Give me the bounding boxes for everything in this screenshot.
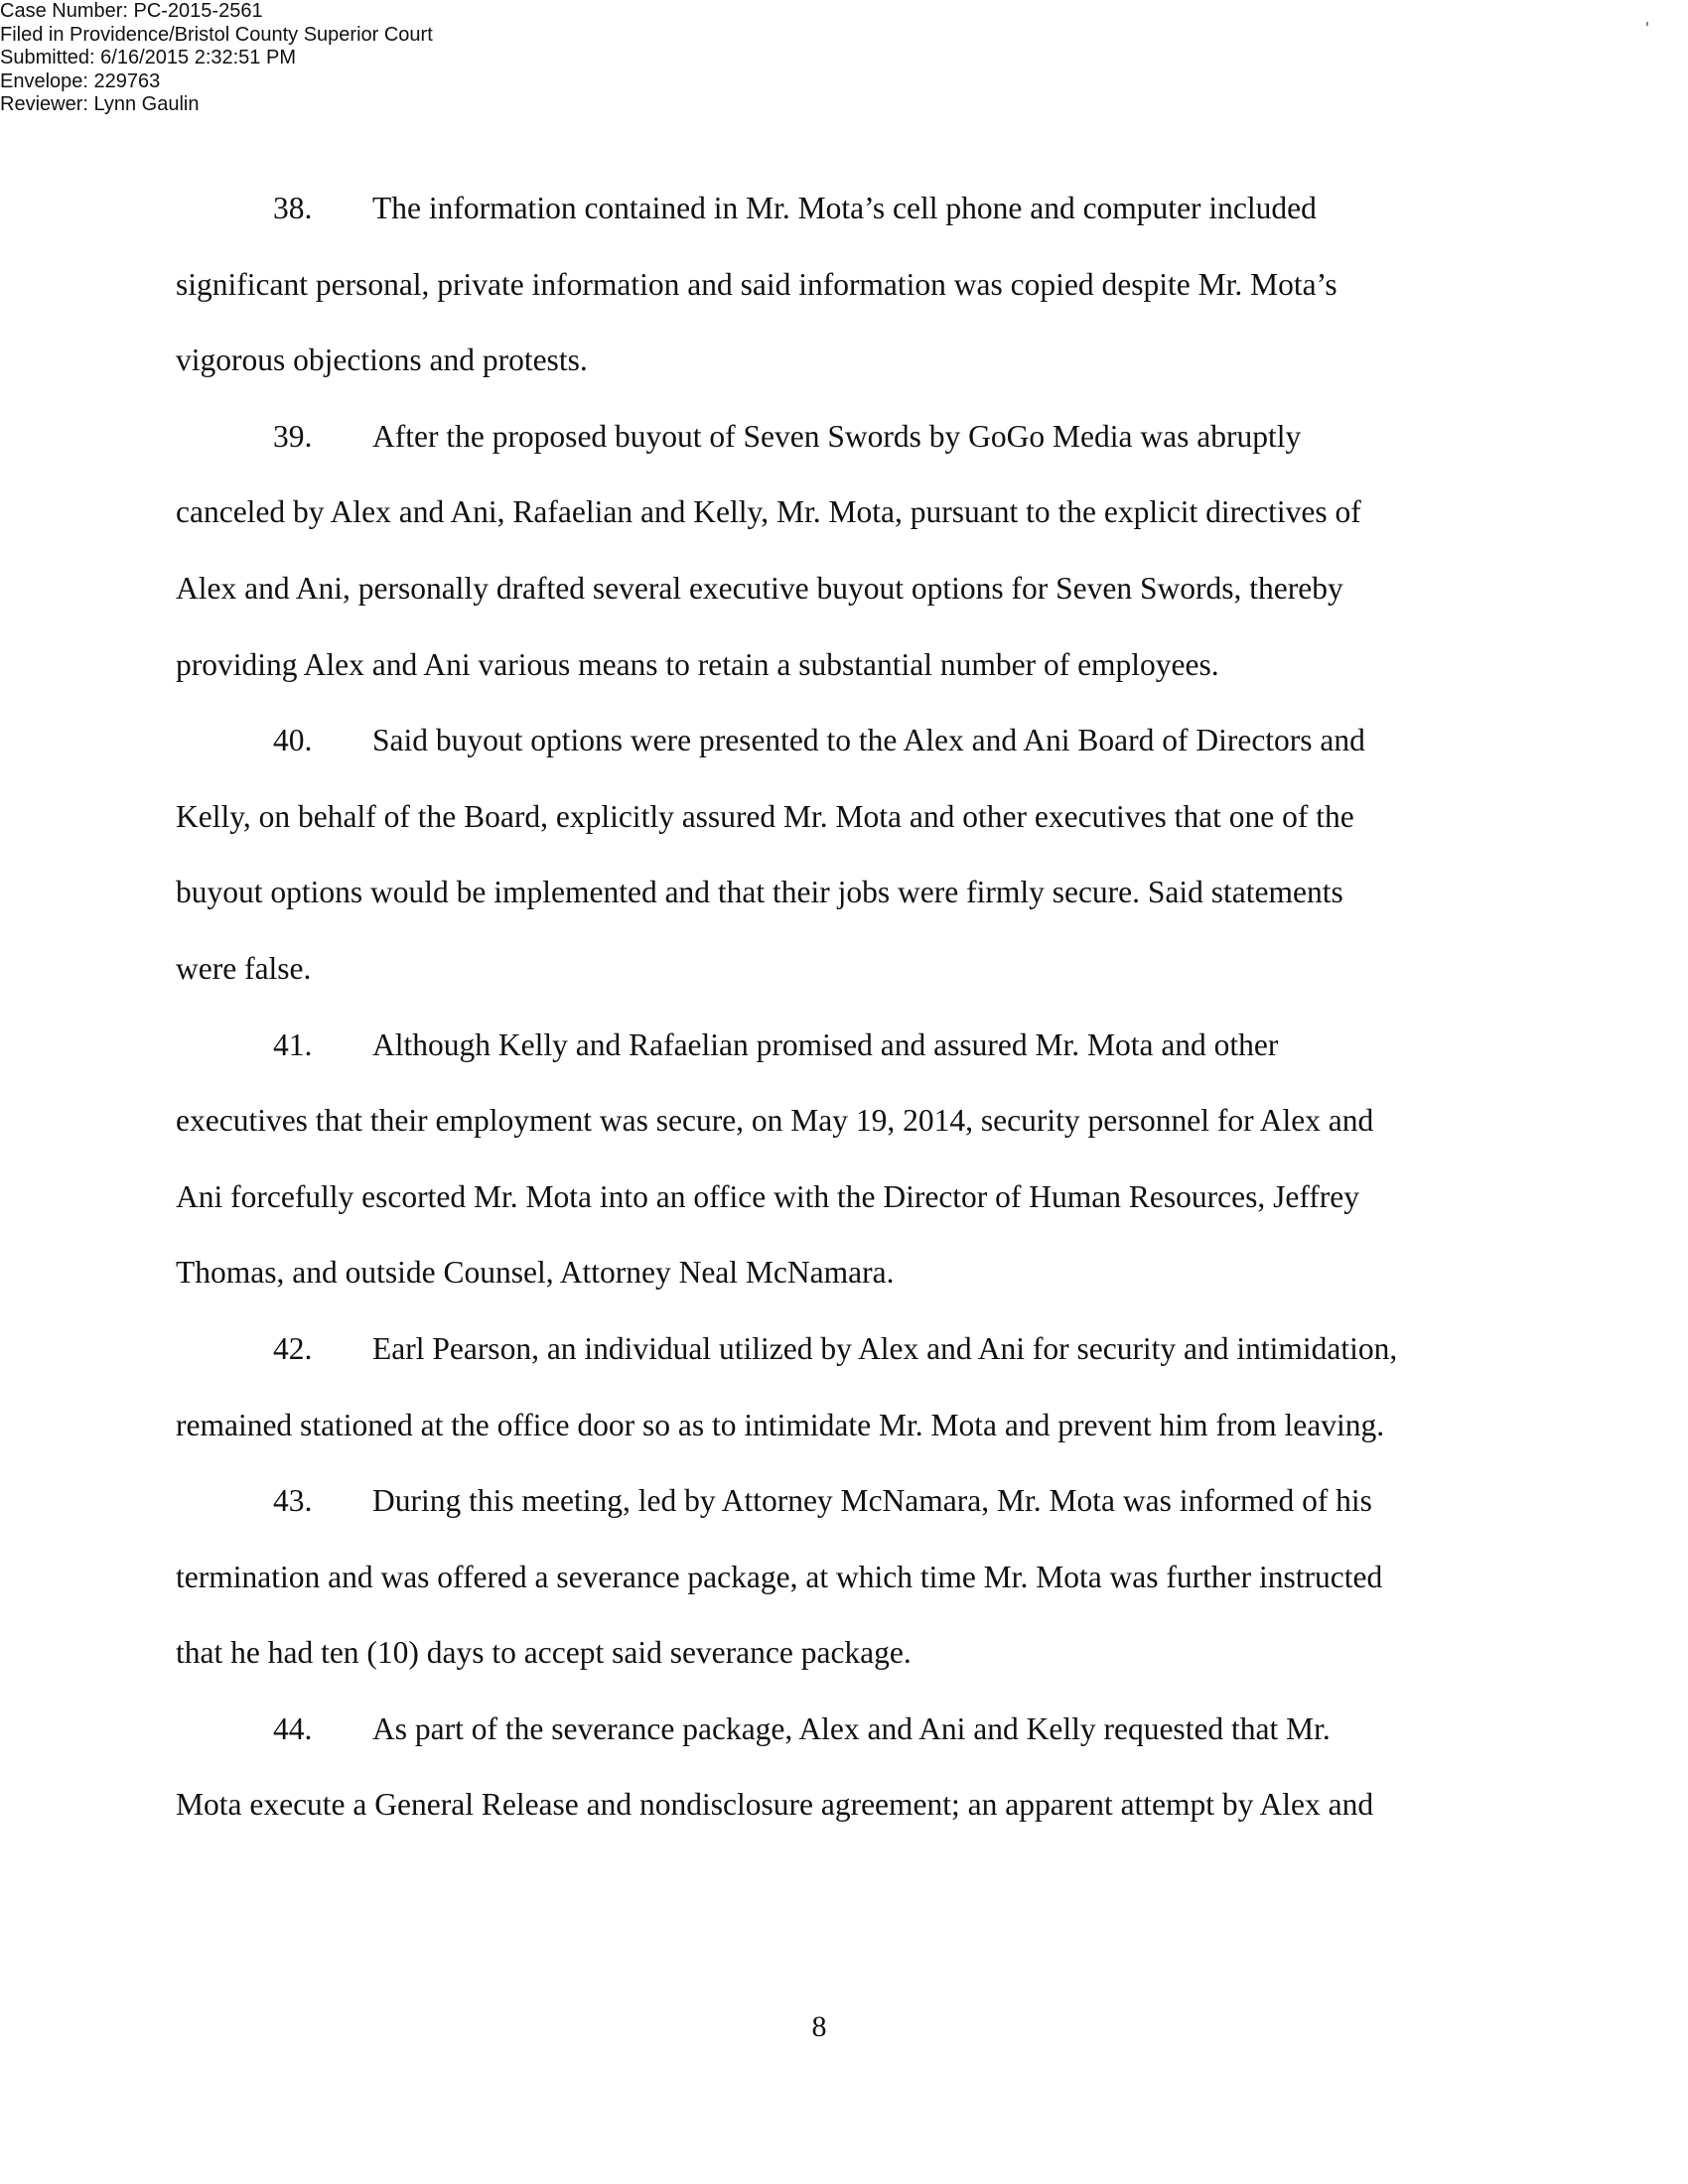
filed-in-court: Filed in Providence/Bristol County Superior Court: [0, 23, 433, 46]
paragraph-line: Thomas, and outside Counsel, Attorney Neal McNamara.: [176, 1255, 895, 1291]
paragraph-39: [176, 399, 1462, 703]
paragraph-line: As part of the severance package, Alex and Ani and Kelly requested that Mr.: [372, 1710, 1331, 1746]
paragraph-line: were false.: [176, 950, 312, 986]
paragraph-line: Kelly, on behalf of the Board, explicitly assured Mr. Mota and other executives that one of the: [176, 798, 1354, 834]
paragraph-line: executives that their employment was secure, on May 19, 2014, security personnel for Alex and: [176, 1103, 1374, 1139]
paragraph-number: 41.: [273, 1026, 313, 1062]
scan-mark: [1646, 22, 1648, 26]
paragraph-line: Said buyout options were presented to the Alex and Ani Board of Directors and: [372, 723, 1365, 758]
filing-header: [0, 0, 433, 117]
paragraph-line: Ani forcefully escorted Mr. Mota into an office with the Director of Human Resources, Jeffrey: [176, 1178, 1359, 1214]
paragraph-line: buyout options would be implemented and that their jobs were firmly secure. Said statements: [176, 875, 1343, 910]
paragraph-number: 42.: [273, 1330, 313, 1366]
paragraph-line: The information contained in Mr. Mota’s cell phone and computer included: [372, 191, 1317, 225]
paragraph-38: [176, 171, 1462, 399]
paragraph-line: that he had ten (10) days to accept said severance package.: [176, 1635, 912, 1671]
paragraph-line: Mota execute a General Release and nondisclosure agreement; an apparent attempt by Alex and: [176, 1787, 1374, 1823]
envelope-number: Envelope: 229763: [0, 69, 161, 92]
paragraph-43: [176, 1463, 1462, 1692]
submitted-timestamp: Submitted: 6/16/2015 2:32:51 PM: [0, 47, 296, 68]
paragraph-line: remained stationed at the office door so as to intimidate Mr. Mota and prevent him from leaving.: [176, 1407, 1385, 1442]
document-body: [176, 171, 1462, 1843]
paragraph-44: [176, 1692, 1462, 1843]
paragraph-number: 38.: [273, 191, 313, 225]
paragraph-41: [176, 1008, 1462, 1311]
paragraph-line: Alex and Ani, personally drafted several executive buyout options for Seven Swords, thereby: [176, 570, 1343, 606]
paragraph-line: providing Alex and Ani various means to retain a substantial number of employees.: [176, 646, 1219, 682]
paragraph-number: 43.: [273, 1483, 313, 1519]
paragraph-line: termination and was offered a severance package, at which time Mr. Mota was further instructed: [176, 1559, 1383, 1594]
paragraph-40: [176, 703, 1462, 1007]
case-number: Case Number: PC-2015-2561: [0, 0, 263, 22]
paragraph-42: [176, 1311, 1462, 1463]
paragraph-number: 39.: [273, 418, 313, 454]
paragraph-line: canceled by Alex and Ani, Rafaelian and Kelly, Mr. Mota, pursuant to the explicit directives of: [176, 494, 1361, 530]
paragraph-number: 40.: [273, 723, 313, 758]
paragraph-line: Although Kelly and Rafaelian promised and assured Mr. Mota and other: [372, 1026, 1279, 1062]
paragraph-line: During this meeting, led by Attorney McNamara, Mr. Mota was informed of his: [372, 1483, 1372, 1519]
page-number: 8: [811, 2010, 827, 2043]
reviewer-name: Reviewer: Lynn Gaulin: [0, 93, 200, 115]
paragraph-line: vigorous objections and protests.: [176, 342, 588, 378]
paragraph-line: significant personal, private information and said information was copied despite Mr. Mota’s: [176, 266, 1337, 302]
paragraph-line: After the proposed buyout of Seven Swords by GoGo Media was abruptly: [372, 418, 1302, 454]
paragraph-line: Earl Pearson, an individual utilized by Alex and Ani for security and intimidation,: [372, 1330, 1398, 1366]
paragraph-number: 44.: [273, 1710, 313, 1746]
